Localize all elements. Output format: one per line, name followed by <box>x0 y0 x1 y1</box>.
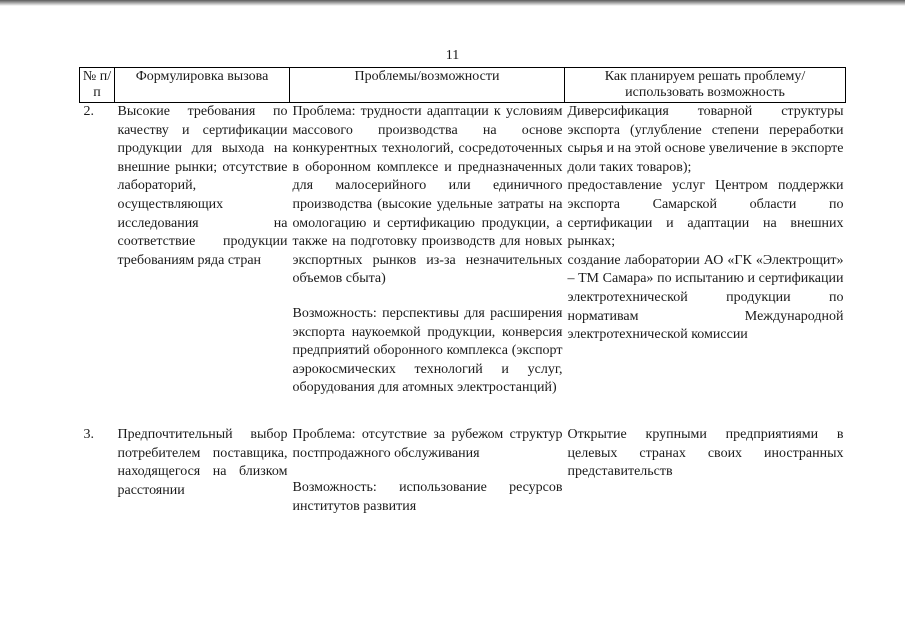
table-header-row <box>80 68 846 103</box>
problems-cell <box>290 103 565 398</box>
problem-text: Проблема: отсутствие за рубежом структур постпродажного обслуживания <box>292 426 563 461</box>
header-challenge: Формулировка вызова <box>115 68 290 103</box>
page-number: 11 <box>445 48 460 63</box>
problem-text: Проблема: трудности адаптации к условиям массового производства на основе конкурентных технологий, сосредоточенных в оборонном комплексе и предназначенных для малосерийного или единичного производства (высокие удельные затраты на омологацию и сертификацию продукции, а также на подготовку производств для новых экспортных рынков из-за незначительных объемов сбыта) <box>292 104 563 287</box>
table-row <box>80 426 846 516</box>
solution-cell <box>565 426 846 516</box>
solution-item: создание лаборатории АО «ГК «Электрощит» – ТМ Самара» по испытанию и сертификации электротехнической продукции по нормативам Международной электротехнической комиссии <box>567 252 844 343</box>
challenges-table <box>79 67 846 516</box>
header-num: № п/п <box>80 68 115 103</box>
problems-cell <box>290 426 565 516</box>
row-spacer <box>80 398 846 426</box>
table-row <box>80 103 846 398</box>
header-problems: Проблемы/возможности <box>290 68 565 103</box>
challenge-cell: Высокие требования по качеству и сертификации продукции для выхода на внешние рынки; отсутствие лабораторий, осуществляющих исследования на соответствие продукции требованиям ряда стран <box>117 104 288 268</box>
header-solution: Как планируем решать проблему/ использовать возможность <box>565 68 846 103</box>
row-number: 2. <box>83 104 94 119</box>
opportunity-text: Возможность: перспективы для расширения экспорта наукоемкой продукции, конверсия предприятий оборонного комплекса (экспорт аэрокосмических технологий и услуг, оборудования для атомных электростанций) <box>292 305 563 396</box>
solution-item: Диверсификация товарной структуры экспорта (углубление степени переработки сырья и на этой основе увеличение в экспорте доли таких товаров); <box>567 104 844 175</box>
challenge-cell: Предпочтительный выбор потребителем поставщика, находящегося на близком расстоянии <box>117 426 288 498</box>
row-number: 3. <box>83 426 94 442</box>
solution-item: Открытие крупными предприятиями в целевых странах своих иностранных представительств <box>567 426 844 480</box>
solution-cell <box>565 103 846 398</box>
solution-item: предоставление услуг Центром поддержки экспорта Самарской области по сертификации и адаптации на внешних рынках; <box>567 178 844 250</box>
scan-edge <box>0 0 905 6</box>
opportunity-text: Возможность: использование ресурсов институтов развития <box>292 480 563 514</box>
